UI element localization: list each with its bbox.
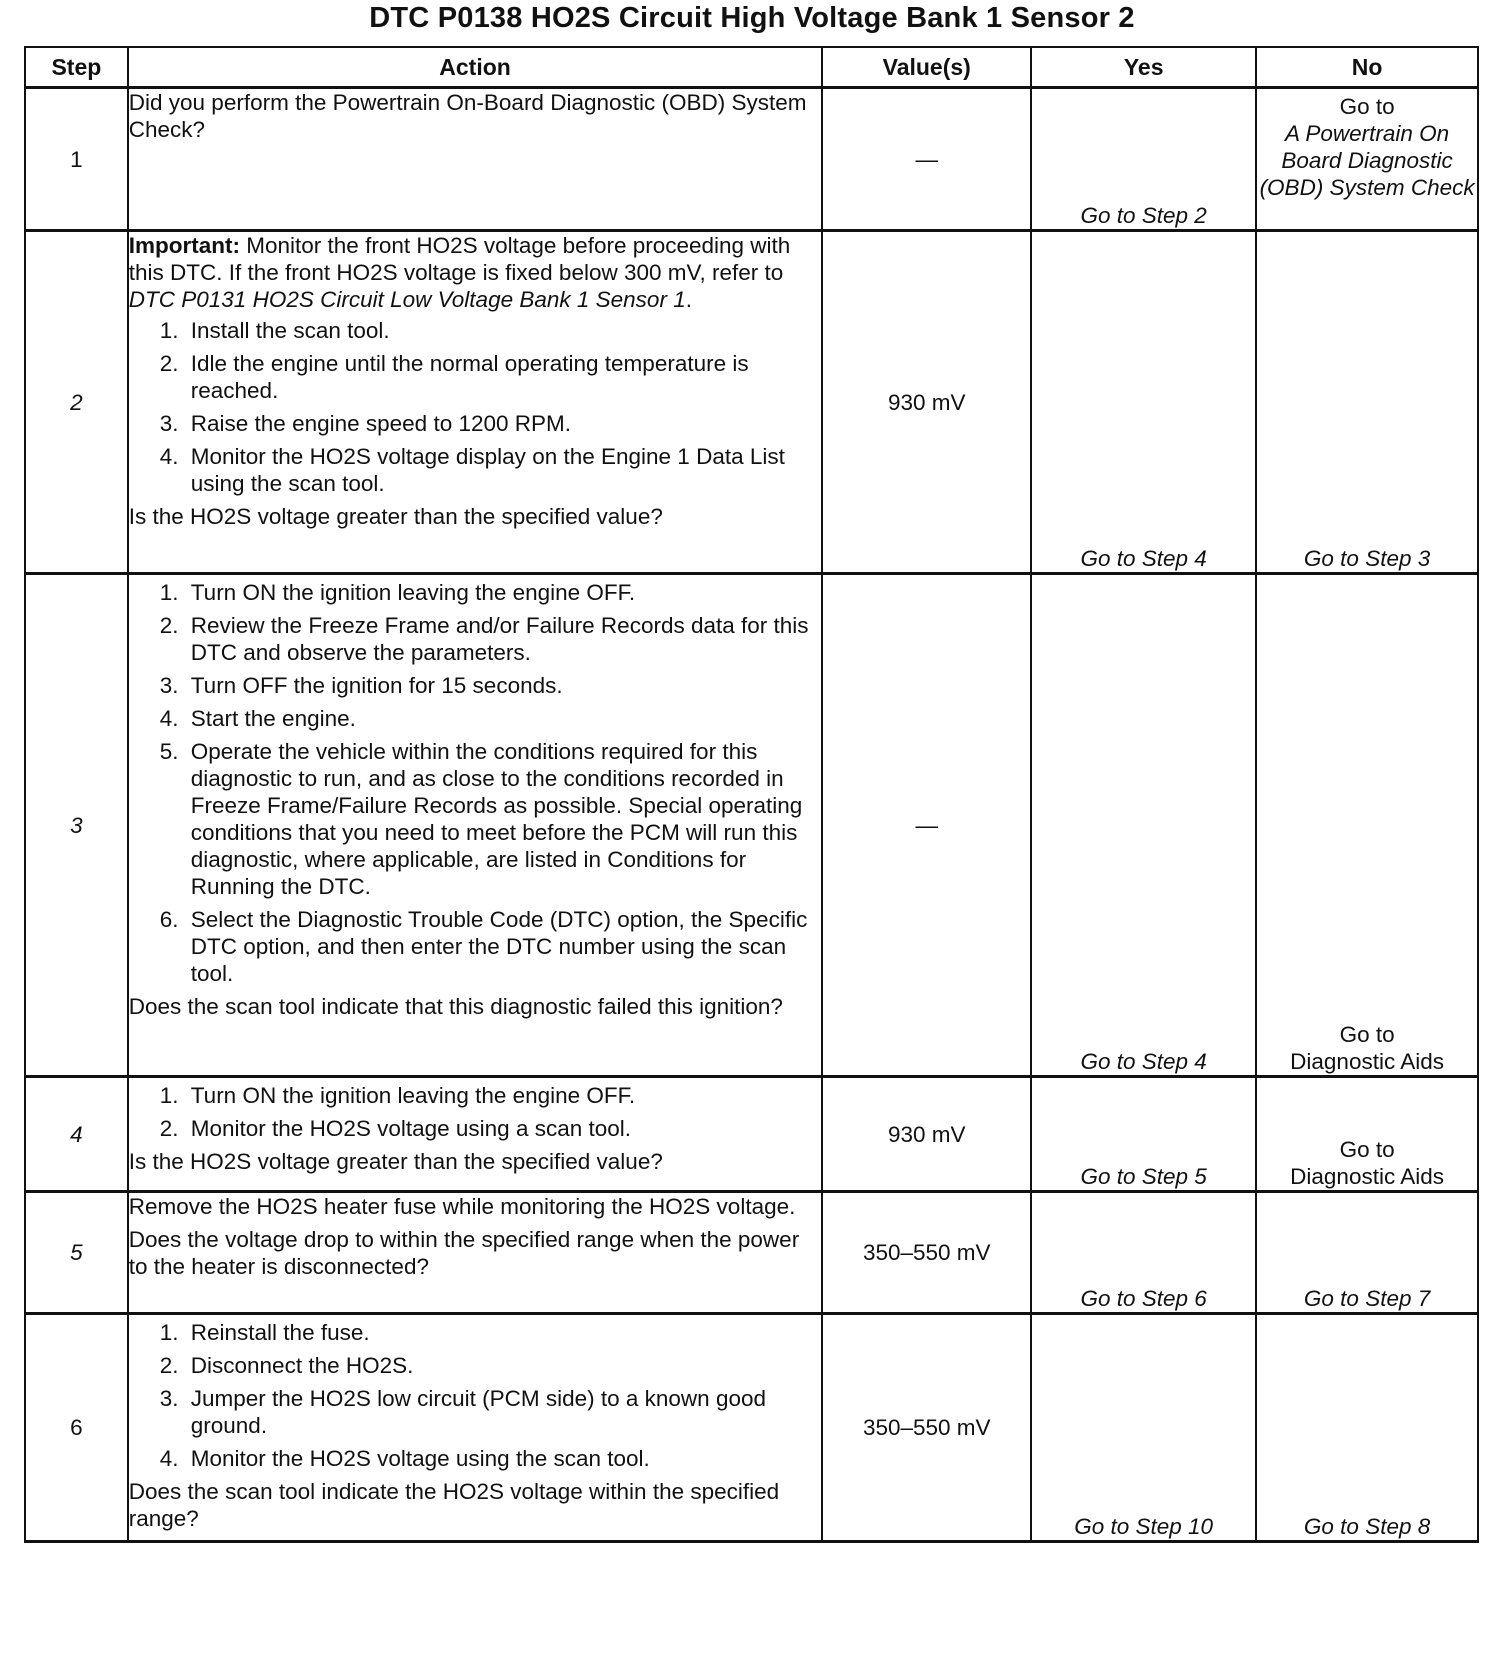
procedure-step: 1. Install the scan tool. [185, 317, 822, 344]
no-target: A Powertrain On Board Diagnostic (OBD) System Check [1259, 121, 1475, 200]
important-label: Important: [128, 233, 241, 258]
no-prefix: Go to [1339, 1137, 1395, 1162]
action-text: Did you perform the Powertrain On-Board Diagnostic (OBD) System Check? [128, 90, 807, 142]
procedure-step: 5. Operate the vehicle within the conditions required for this diagnostic to run, and as close to the conditions recorded in Freeze Frame/Failure Records as possible. Special operating conditions that you need to meet before the PCM will run this diagnostic, where applicable, are listed in Conditions for Running the DTC. [185, 738, 822, 900]
no-link[interactable] [1256, 1077, 1478, 1192]
procedure-step: 6. Select the Diagnostic Trouble Code (DTC) option, the Specific DTC option, and then enter the DTC number using the scan tool. [185, 906, 822, 987]
action-cell [128, 1077, 823, 1192]
procedure-step: 2. Idle the engine until the normal operating temperature is reached. [185, 350, 822, 404]
no-target: Diagnostic Aids [1290, 1049, 1444, 1074]
table-row [25, 231, 1478, 574]
important-reference[interactable]: DTC P0131 HO2S Circuit Low Voltage Bank 1 Sensor 1 [128, 287, 686, 312]
procedure-step: 4. Start the engine. [185, 705, 822, 732]
table-row [25, 574, 1478, 1077]
procedure-step: 4. Monitor the HO2S voltage using the scan tool. [185, 1445, 822, 1472]
step-number: 5 [25, 1192, 128, 1314]
procedure-step: 3. Jumper the HO2S low circuit (PCM side) to a known good ground. [185, 1385, 822, 1439]
important-text: Monitor the front HO2S voltage before proceeding with this DTC. If the front HO2S voltage is fixed below 300 mV, refer to [128, 233, 791, 285]
header-action: Action [128, 47, 823, 88]
step-number: 2 [25, 231, 128, 574]
procedure-step: 3. Raise the engine speed to 1200 RPM. [185, 410, 822, 437]
no-prefix: Go to [1339, 94, 1395, 119]
header-step: Step [25, 47, 128, 88]
no-target: Diagnostic Aids [1290, 1164, 1444, 1189]
procedure-list [129, 317, 822, 497]
no-link[interactable]: Go to Step 3 [1256, 231, 1478, 574]
value-cell: 350–550 mV [822, 1192, 1031, 1314]
no-link[interactable] [1256, 574, 1478, 1077]
question-text: Does the scan tool indicate that this diagnostic failed this ignition? [128, 994, 783, 1019]
yes-link[interactable]: Go to Step 4 [1031, 574, 1256, 1077]
procedure-step: 2. Review the Freeze Frame and/or Failure Records data for this DTC and observe the parameters. [185, 612, 822, 666]
procedure-list [129, 1319, 822, 1472]
yes-link[interactable]: Go to Step 6 [1031, 1192, 1256, 1314]
important-note [129, 232, 822, 313]
step-number: 1 [25, 88, 128, 231]
table-row [25, 1314, 1478, 1542]
header-no: No [1256, 47, 1478, 88]
question-text: Is the HO2S voltage greater than the specified value? [128, 1149, 663, 1174]
question-text: Does the scan tool indicate the HO2S voltage within the specified range? [128, 1479, 780, 1531]
header-values: Value(s) [822, 47, 1031, 88]
action-cell [128, 1314, 823, 1542]
important-end: . [685, 287, 692, 312]
procedure-list [129, 579, 822, 987]
procedure-step: 1. Turn ON the ignition leaving the engine OFF. [185, 1082, 822, 1109]
diagnostic-table [24, 46, 1479, 1543]
step-number: 6 [25, 1314, 128, 1542]
procedure-step: 2. Disconnect the HO2S. [185, 1352, 822, 1379]
no-prefix: Go to [1339, 1022, 1395, 1047]
no-link[interactable] [1256, 88, 1478, 231]
procedure-step: 3. Turn OFF the ignition for 15 seconds. [185, 672, 822, 699]
yes-link[interactable]: Go to Step 10 [1031, 1314, 1256, 1542]
table-row [25, 88, 1478, 231]
value-cell: 930 mV [822, 1077, 1031, 1192]
header-yes: Yes [1031, 47, 1256, 88]
question-text: Is the HO2S voltage greater than the specified value? [128, 504, 663, 529]
no-link[interactable]: Go to Step 7 [1256, 1192, 1478, 1314]
no-link[interactable]: Go to Step 8 [1256, 1314, 1478, 1542]
table-row [25, 1192, 1478, 1314]
question-text: Does the voltage drop to within the specified range when the power to the heater is disconnected? [128, 1227, 800, 1279]
action-cell [128, 88, 823, 231]
yes-link[interactable]: Go to Step 2 [1031, 88, 1256, 231]
procedure-step: 1. Turn ON the ignition leaving the engine OFF. [185, 579, 822, 606]
step-number: 3 [25, 574, 128, 1077]
value-cell: — [822, 88, 1031, 231]
step-number: 4 [25, 1077, 128, 1192]
procedure-list [129, 1082, 822, 1142]
yes-link[interactable]: Go to Step 5 [1031, 1077, 1256, 1192]
action-cell [128, 231, 823, 574]
value-cell: 930 mV [822, 231, 1031, 574]
table-row [25, 1077, 1478, 1192]
value-cell: — [822, 574, 1031, 1077]
action-text: Remove the HO2S heater fuse while monitoring the HO2S voltage. [128, 1194, 796, 1219]
action-cell [128, 574, 823, 1077]
page-title: DTC P0138 HO2S Circuit High Voltage Bank 1 Sensor 2 [369, 2, 1135, 34]
procedure-step: 1. Reinstall the fuse. [185, 1319, 822, 1346]
yes-link[interactable]: Go to Step 4 [1031, 231, 1256, 574]
procedure-step: 2. Monitor the HO2S voltage using a scan tool. [185, 1115, 822, 1142]
action-cell [128, 1192, 823, 1314]
table-header-row [25, 47, 1478, 88]
procedure-step: 4. Monitor the HO2S voltage display on the Engine 1 Data List using the scan tool. [185, 443, 822, 497]
value-cell: 350–550 mV [822, 1314, 1031, 1542]
